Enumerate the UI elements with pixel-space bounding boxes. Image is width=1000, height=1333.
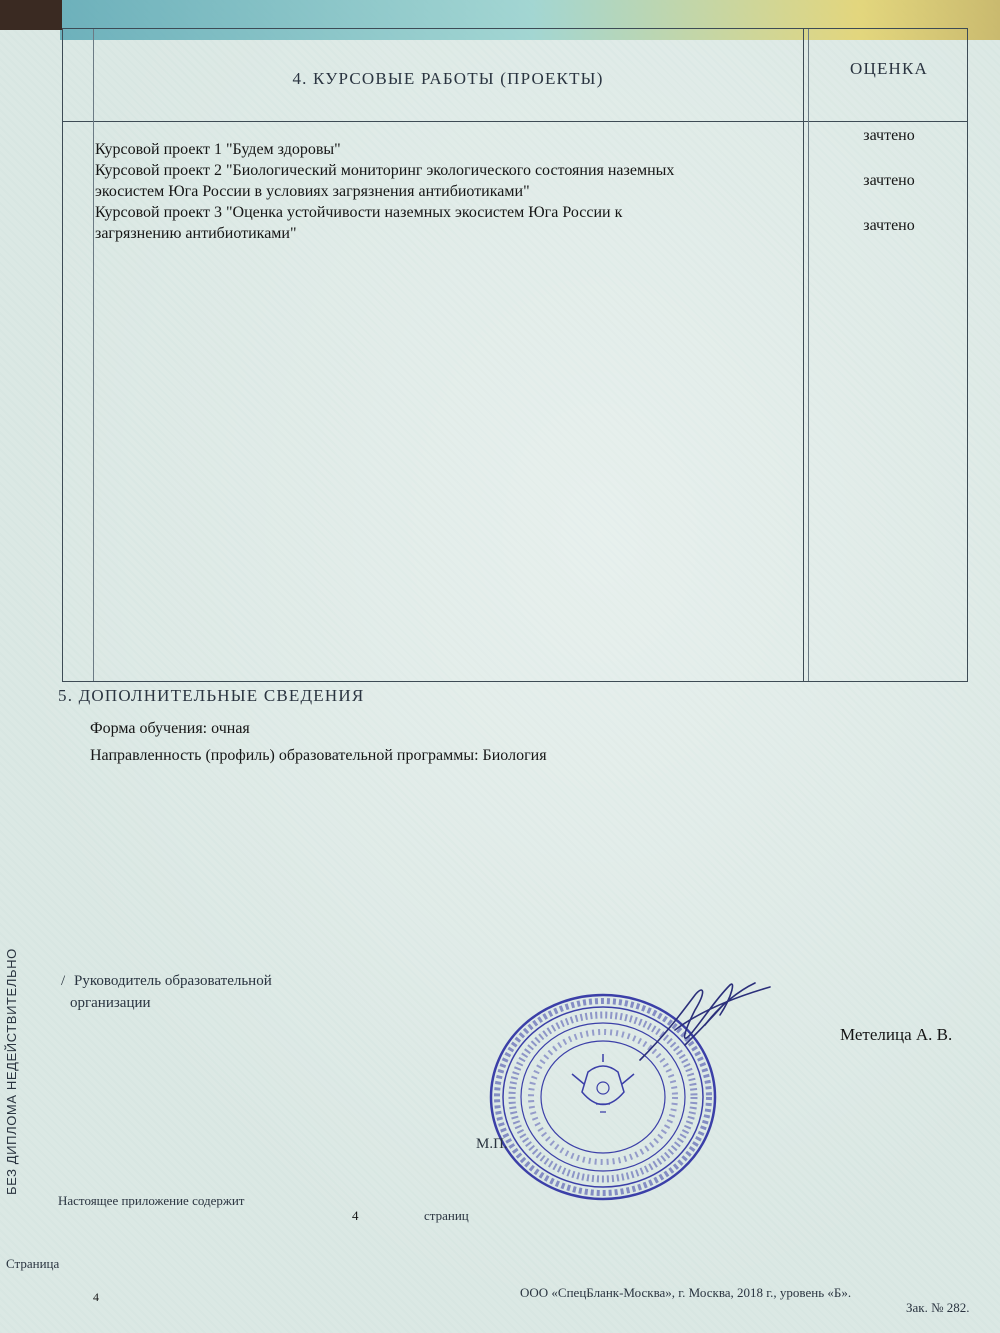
- page-number: 4: [93, 1290, 99, 1304]
- head-title-line: организации: [70, 995, 151, 1011]
- course-line: загрязнению антибиотиками": [95, 225, 297, 242]
- table-header-title: 4. КУРСОВЫЕ РАБОТЫ (ПРОЕКТЫ): [292, 69, 604, 88]
- course-line: Курсовой проект 2 "Биологический мониторинг экологического состояния наземных: [95, 162, 675, 179]
- signature-mark: [635, 975, 775, 1070]
- seal-place-label: М.П.: [476, 1136, 508, 1152]
- grade-cell: зачтено: [863, 217, 915, 234]
- course-list: [95, 139, 795, 244]
- section-title: 5. ДОПОЛНИТЕЛЬНЫЕ СВЕДЕНИЯ: [58, 686, 365, 705]
- slash-mark: /: [61, 973, 66, 989]
- pages-label: Настоящее приложение содержит: [58, 1193, 245, 1208]
- head-title: [61, 970, 272, 1014]
- validity-note: БЕЗ ДИПЛОМА НЕДЕЙСТВИТЕЛЬНО: [4, 948, 19, 1195]
- table-inner-border: [93, 29, 94, 681]
- pages-count: 4: [352, 1208, 359, 1223]
- coursework-table: [62, 28, 968, 682]
- background-corner: [0, 0, 62, 30]
- grade-cell: зачтено: [863, 172, 915, 189]
- order-number: Зак. № 282.: [906, 1300, 970, 1315]
- table-header-grade: ОЦЕНКА: [849, 59, 929, 78]
- study-form: Форма обучения: очная: [90, 720, 250, 737]
- course-line: Курсовой проект 3 "Оценка устойчивости наземных экосистем Юга России к: [95, 204, 623, 221]
- column-divider: [803, 29, 804, 681]
- program-profile: Направленность (профиль) образовательной программы: Биология: [90, 747, 547, 764]
- signer-name: Метелица А. В.: [840, 1025, 953, 1044]
- head-title-line: Руководитель образовательной: [74, 973, 272, 989]
- course-line: Курсовой проект 1 "Будем здоровы": [95, 141, 341, 158]
- printer-info: ООО «СпецБланк-Москва», г. Москва, 2018 г., уровень «Б».: [520, 1285, 852, 1300]
- page-label: Страница: [6, 1256, 60, 1271]
- pages-word: страниц: [424, 1208, 469, 1223]
- grade-cell: зачтено: [863, 127, 915, 144]
- course-line: экосистем Юга России в условиях загрязнения антибиотиками": [95, 183, 530, 200]
